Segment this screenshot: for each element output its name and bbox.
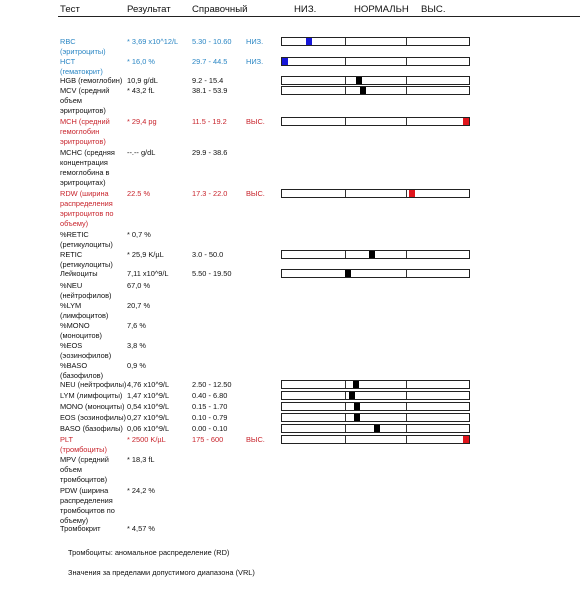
range-divider — [406, 425, 407, 432]
test-name — [60, 37, 134, 57]
header-high: ВЫС. — [421, 4, 446, 15]
range-marker — [369, 251, 375, 258]
header-normal: НОРМАЛЬН — [354, 4, 409, 15]
test-name-line: Тромбокрит — [60, 524, 101, 533]
test-name — [60, 455, 134, 485]
range-bar — [281, 424, 470, 433]
test-name-line: (моноцитов) — [60, 331, 103, 340]
reference-range: 0.00 - 0.10 — [192, 424, 228, 433]
result-value: * 18,3 fL — [127, 455, 155, 464]
range-marker — [374, 425, 380, 432]
test-name-line: эритроцитах) — [60, 178, 106, 187]
header-low: НИЗ. — [294, 4, 317, 15]
range-divider — [406, 77, 407, 84]
range-marker — [349, 392, 355, 399]
range-divider — [345, 251, 346, 258]
range-divider — [345, 414, 346, 421]
result-value: 22.5 % — [127, 189, 151, 198]
test-name-line: объем — [60, 465, 82, 474]
range-divider — [406, 251, 407, 258]
test-name — [60, 341, 134, 361]
test-name-line: тромбоцитов) — [60, 475, 108, 484]
test-name — [60, 301, 134, 321]
range-divider — [406, 392, 407, 399]
range-bar — [281, 391, 470, 400]
test-name — [60, 57, 134, 77]
range-marker — [409, 190, 415, 197]
test-name-line: BASO (базофилы) — [60, 424, 123, 433]
header-divider — [58, 16, 580, 17]
test-name-line: RBC — [60, 37, 76, 46]
flag-label: НИЗ. — [246, 37, 264, 46]
test-name-line: %NEU — [60, 281, 83, 290]
range-marker — [345, 270, 351, 277]
range-marker — [360, 87, 366, 94]
reference-range: 2.50 - 12.50 — [192, 380, 232, 389]
test-name-line: распределения — [60, 496, 113, 505]
test-name-line: (лимфоцитов) — [60, 311, 109, 320]
reference-range: 0.15 - 1.70 — [192, 402, 228, 411]
flag-label: ВЫС. — [246, 435, 265, 444]
test-name-line: объему) — [60, 219, 89, 228]
test-name-line: (тромбоциты) — [60, 445, 107, 454]
result-value: 7,11 x10^9/L — [127, 269, 169, 278]
reference-range: 5.30 - 10.60 — [192, 37, 232, 46]
range-bar — [281, 189, 470, 198]
test-name — [60, 76, 134, 86]
test-name-line: %EOS — [60, 341, 83, 350]
test-name-line: MONO (моноциты) — [60, 402, 125, 411]
test-name-line: HGB (гемоглобин) — [60, 76, 123, 85]
flag-label: ВЫС. — [246, 189, 265, 198]
test-name-line: %MONO — [60, 321, 90, 330]
test-name-line: %BASO — [60, 361, 88, 370]
range-bar — [281, 37, 470, 46]
range-divider — [345, 118, 346, 125]
test-name-line: (эритроциты) — [60, 47, 106, 56]
test-name — [60, 435, 134, 455]
test-name — [60, 281, 134, 301]
result-value: * 3,69 x10^12/L — [127, 37, 179, 46]
test-name-line: NEU (нейтрофилы) — [60, 380, 127, 389]
range-marker — [354, 414, 360, 421]
reference-range: 29.7 - 44.5 — [192, 57, 228, 66]
flag-label: НИЗ. — [246, 57, 264, 66]
reference-range: 9.2 - 15.4 — [192, 76, 224, 85]
range-divider — [406, 87, 407, 94]
test-name-line: MCH (средний — [60, 117, 110, 126]
flag-label: ВЫС. — [246, 117, 265, 126]
result-value: 1,47 x10^9/L — [127, 391, 170, 400]
range-divider — [406, 381, 407, 388]
test-name — [60, 269, 134, 279]
range-divider — [406, 58, 407, 65]
test-name — [60, 250, 134, 270]
reference-range: 0.10 - 0.79 — [192, 413, 228, 422]
test-name-line: объему) — [60, 516, 89, 525]
test-name — [60, 148, 134, 188]
range-divider — [406, 436, 407, 443]
result-value: 4,76 x10^9/L — [127, 380, 170, 389]
result-value: 0,06 x10^9/L — [127, 424, 170, 433]
test-name — [60, 189, 134, 229]
test-name — [60, 361, 134, 381]
test-name-line: Лейкоциты — [60, 269, 98, 278]
test-name-line: эритроцитов) — [60, 106, 106, 115]
test-name-line: объем — [60, 96, 82, 105]
test-name-line: (гематокрит) — [60, 67, 103, 76]
test-name-line: RDW (ширина — [60, 189, 109, 198]
result-value: 7,6 % — [127, 321, 146, 330]
range-divider — [406, 38, 407, 45]
result-value: 0,27 x10^9/L — [127, 413, 170, 422]
range-divider — [345, 403, 346, 410]
range-divider — [345, 190, 346, 197]
range-divider — [406, 270, 407, 277]
result-value: * 16,0 % — [127, 57, 155, 66]
range-divider — [345, 436, 346, 443]
range-marker — [354, 403, 360, 410]
reference-range: 29.9 - 38.6 — [192, 148, 228, 157]
result-value: * 24,2 % — [127, 486, 155, 495]
range-bar — [281, 250, 470, 259]
test-name-line: PDW (ширина — [60, 486, 109, 495]
range-bar — [281, 117, 470, 126]
result-value: * 29,4 pg — [127, 117, 157, 126]
range-marker — [356, 77, 362, 84]
range-divider — [406, 118, 407, 125]
test-name-line: PLT — [60, 435, 74, 444]
test-name-line: MCHC (средняя — [60, 148, 115, 157]
reference-range: 38.1 - 53.9 — [192, 86, 228, 95]
result-value: * 2500 K/µL — [127, 435, 166, 444]
result-value: 20,7 % — [127, 301, 151, 310]
test-name — [60, 402, 134, 412]
result-value: 0,9 % — [127, 361, 146, 370]
reference-range: 0.40 - 6.80 — [192, 391, 228, 400]
result-value: * 4,57 % — [127, 524, 155, 533]
test-name-line: тромбоцитов по — [60, 506, 115, 515]
test-name-line: гемоглобин — [60, 127, 100, 136]
result-value: 10,9 g/dL — [127, 76, 158, 85]
result-value: * 43,2 fL — [127, 86, 155, 95]
reference-range: 3.0 - 50.0 — [192, 250, 224, 259]
test-name — [60, 486, 134, 526]
range-bar — [281, 435, 470, 444]
result-value: * 0,7 % — [127, 230, 151, 239]
result-value: 0,54 x10^9/L — [127, 402, 170, 411]
range-divider — [345, 77, 346, 84]
test-name-line: RETIC — [60, 250, 83, 259]
test-name-line: %RETIC — [60, 230, 89, 239]
footer-note-vrl: Значения за пределами допустимого диапазона (VRL) — [68, 568, 255, 577]
range-divider — [345, 392, 346, 399]
result-value: --.-- g/dL — [127, 148, 156, 157]
reference-range: 5.50 - 19.50 — [192, 269, 232, 278]
range-bar — [281, 76, 470, 85]
result-value: 3,8 % — [127, 341, 146, 350]
range-marker — [282, 58, 288, 65]
test-name-line: эритроцитов) — [60, 137, 106, 146]
test-name-line: гемоглобина в — [60, 168, 110, 177]
reference-range: 11.5 - 19.2 — [192, 117, 227, 126]
result-value: 67,0 % — [127, 281, 151, 290]
range-divider — [406, 190, 407, 197]
test-name-line: MPV (средний — [60, 455, 109, 464]
footer-note-rd: Тромбоциты: аномальное распределение (RD) — [68, 548, 230, 557]
test-name-line: (базофилов) — [60, 371, 104, 380]
test-name — [60, 524, 134, 534]
range-divider — [345, 58, 346, 65]
range-divider — [345, 38, 346, 45]
header-result: Результат — [127, 4, 171, 15]
reference-range: 175 - 600 — [192, 435, 224, 444]
test-name — [60, 380, 134, 390]
result-value: * 25,9 K/µL — [127, 250, 164, 259]
test-name-line: %LYM — [60, 301, 82, 310]
test-name-line: HCT — [60, 57, 76, 66]
range-bar — [281, 402, 470, 411]
header-test: Тест — [60, 4, 80, 15]
test-name-line: (нейтрофилов) — [60, 291, 112, 300]
test-name-line: распределения — [60, 199, 113, 208]
range-divider — [345, 381, 346, 388]
range-bar — [281, 269, 470, 278]
range-bar — [281, 57, 470, 66]
test-name — [60, 230, 134, 250]
header-reference: Справочный — [192, 4, 248, 15]
range-marker — [353, 381, 359, 388]
range-bar — [281, 380, 470, 389]
test-name — [60, 413, 134, 423]
test-name-line: MCV (средний — [60, 86, 110, 95]
test-name-line: LYM (лимфоциты) — [60, 391, 123, 400]
range-marker — [463, 118, 469, 125]
test-name-line: концентрация — [60, 158, 108, 167]
test-name — [60, 86, 134, 116]
range-bar — [281, 86, 470, 95]
test-name — [60, 424, 134, 434]
range-divider — [406, 414, 407, 421]
range-divider — [406, 403, 407, 410]
test-name-line: EOS (эозинофилы) — [60, 413, 127, 422]
test-name — [60, 321, 134, 341]
range-marker — [463, 436, 469, 443]
range-bar — [281, 413, 470, 422]
test-name-line: (ретикулоциты) — [60, 240, 113, 249]
range-marker — [306, 38, 312, 45]
test-name-line: эритроцитов по — [60, 209, 114, 218]
range-divider — [345, 425, 346, 432]
test-name-line: (эозинофилов) — [60, 351, 112, 360]
test-name — [60, 117, 134, 147]
reference-range: 17.3 - 22.0 — [192, 189, 228, 198]
test-name-line: (ретикулоциты) — [60, 260, 113, 269]
range-divider — [345, 87, 346, 94]
test-name — [60, 391, 134, 401]
